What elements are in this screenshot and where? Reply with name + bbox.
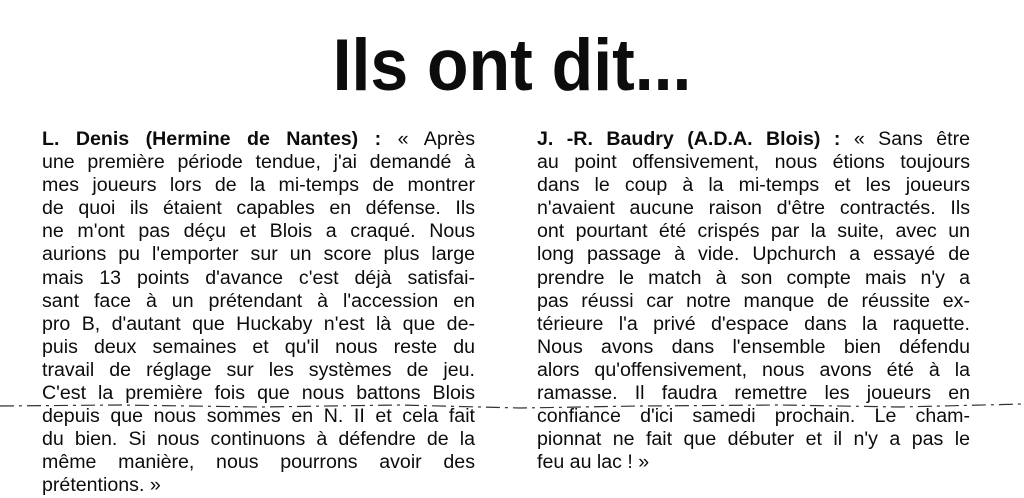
quote-line: pionnat ne fait que débuter et il n'y a pas le (537, 428, 970, 451)
quote-first-line (42, 128, 475, 151)
quote-line: pro B, d'autant que Huckaby n'est là que de- (42, 312, 475, 335)
speaker-name: L. Denis (Hermine de Nantes) : (42, 128, 382, 150)
quote-line: dans le coup à la mi-temps et les joueurs (537, 174, 970, 197)
quote-column-right (537, 128, 970, 474)
quote-text: « Après (397, 128, 475, 150)
quote-line: au point offensivement, nous étions toujours (537, 151, 970, 174)
quote-text: « Sans être (853, 128, 970, 150)
quote-line: n'avaient aucune raison d'être contractés. Ils (537, 197, 970, 220)
quote-line: même manière, nous pourrons avoir des (42, 451, 475, 474)
quote-first-line (537, 128, 970, 151)
quote-line: C'est la première fois que nous battons Blois (42, 382, 475, 405)
quote-line: puis deux semaines et qu'il nous reste du (42, 335, 475, 358)
quote-line: aurions pu l'emporter sur un score plus large (42, 243, 475, 266)
quote-line: du bien. Si nous continuons à défendre de la (42, 428, 475, 451)
quote-line: ont pourtant été crispés par la suite, avec un (537, 220, 970, 243)
quote-line: Nous avons dans l'ensemble bien défendu (537, 335, 970, 358)
quote-line: prendre le match à son compte mais n'y a (537, 266, 970, 289)
quote-line: sant face à un prétendant à l'accession en (42, 289, 475, 312)
quote-line: confiance d'ici samedi prochain. Le cham- (537, 405, 970, 428)
quote-line: mais 13 points d'avance c'est déjà satisfai- (42, 266, 475, 289)
quote-line: feu au lac ! » (537, 451, 650, 474)
quote-column-left (42, 128, 475, 498)
quote-line: ramasse. Il faudra remettre les joueurs en (537, 382, 970, 405)
quote-line: alors qu'offensivement, nous avons été à la (537, 358, 970, 381)
quote-line: depuis que nous sommes en N. II et cela fait (42, 405, 475, 428)
quote-line: de quoi ils étaient capables en défense. Ils (42, 197, 475, 220)
article-title: Ils ont dit... (332, 24, 692, 107)
quote-line: ne m'ont pas déçu et Blois a craqué. Nous (42, 220, 475, 243)
quote-line: pas réussi car notre manque de réussite ex- (537, 289, 970, 312)
quote-line: long passage à vide. Upchurch a essayé de (537, 243, 970, 266)
quote-line: travail de réglage sur les systèmes de jeu. (42, 358, 475, 381)
quote-line: mes joueurs lors de la mi-temps de montrer (42, 174, 475, 197)
quote-line: térieure l'a privé d'espace dans la raquette. (537, 312, 970, 335)
speaker-name: J. -R. Baudry (A.D.A. Blois) : (537, 128, 841, 150)
quote-line: prétentions. » (42, 474, 161, 497)
quote-line: une première période tendue, j'ai demandé à (42, 151, 475, 174)
